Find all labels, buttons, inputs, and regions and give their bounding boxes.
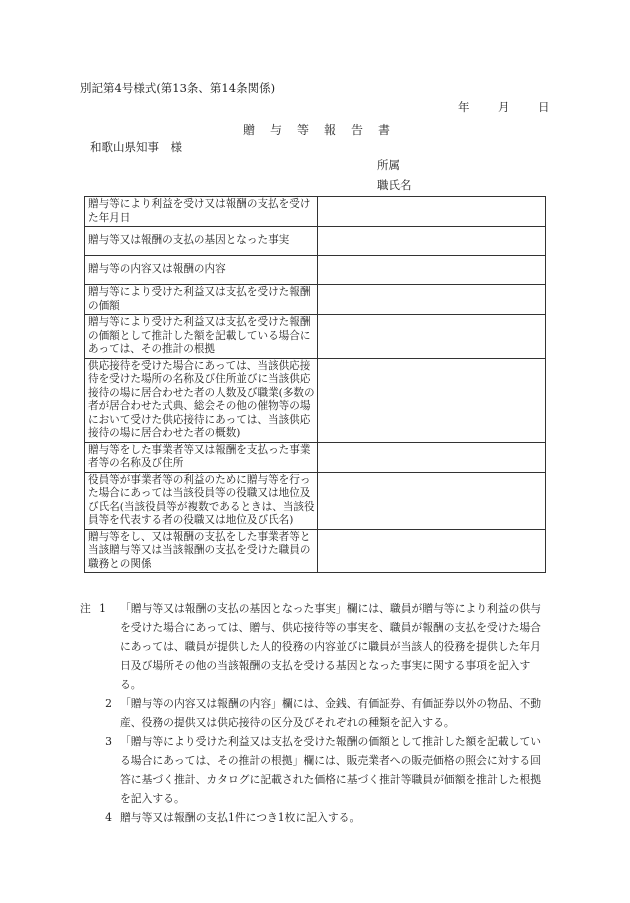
- row-label: 贈与等により利益を受け又は報酬の支払を受けた年月日: [85, 197, 318, 227]
- row-value-cell[interactable]: [318, 315, 546, 359]
- row-label: 贈与等の内容又は報酬の内容: [85, 256, 318, 285]
- notes-section: [80, 599, 550, 827]
- table-row: [85, 285, 546, 315]
- row-label: 贈与等をし、又は報酬の支払をした事業者等と当該贈与等又は当該報酬の支払を受けた職員の職務との関係: [85, 529, 318, 573]
- row-value-cell[interactable]: [318, 442, 546, 472]
- note-item: [80, 808, 550, 827]
- row-label: 贈与等又は報酬の支払の基因となった事実: [85, 227, 318, 256]
- date-fields: [458, 99, 558, 115]
- note-item: [80, 599, 550, 694]
- document-title: 贈与等報告書: [242, 123, 405, 137]
- note-text: 贈与等又は報酬の支払1件につき1枚に記入する。: [120, 811, 361, 824]
- table-row: [85, 227, 546, 256]
- department-label: 所属: [377, 158, 400, 172]
- date-month-label: 月: [498, 100, 510, 114]
- row-label: 供応接待を受けた場合にあっては、当該供応接待を受けた場所の名称及び住所並びに当該供応接待の場に居合わせた者の人数及び職業(多数の者が居合わせた式典、総会その他の催物等の場において受けた供応接待にあっては、当該供応接待の場に居合わせた者の概数): [85, 358, 318, 442]
- note-number: 2: [105, 697, 112, 710]
- date-year-label: 年: [458, 100, 470, 114]
- row-value-cell[interactable]: [318, 529, 546, 573]
- table-row: [85, 442, 546, 472]
- row-label: 贈与等により受けた利益又は支払を受けた報酬の価額として推計した額を記載している場合にあっては、その推計の根拠: [85, 315, 318, 359]
- addressee: 和歌山県知事 様: [90, 140, 182, 154]
- form-identifier: 別記第4号様式(第13条、第14条関係): [80, 81, 276, 95]
- notes-prefix: 注: [80, 602, 91, 615]
- row-value-cell[interactable]: [318, 227, 546, 256]
- table-row: [85, 256, 546, 285]
- row-value-cell[interactable]: [318, 256, 546, 285]
- date-day-label: 日: [538, 100, 550, 114]
- table-row: [85, 472, 546, 529]
- row-value-cell[interactable]: [318, 358, 546, 442]
- note-text: 「贈与等の内容又は報酬の内容」欄には、金銭、有価証券、有価証券以外の物品、不動産、役務の提供又は供応接待の区分及びそれぞれの種類を記入する。: [120, 697, 542, 729]
- report-table: [84, 196, 546, 573]
- row-value-cell[interactable]: [318, 472, 546, 529]
- row-label: 役員等が事業者等の利益のために贈与等を行った場合にあっては当該役員等の役職又は地位及び氏名(当該役員等が複数であるときは、当該役員等を代表する者の役職又は地位及び氏名): [85, 472, 318, 529]
- row-label: 贈与等により受けた利益又は支払を受けた報酬の価額: [85, 285, 318, 315]
- note-item: [80, 694, 550, 732]
- table-row: [85, 529, 546, 573]
- note-text: 「贈与等により受けた利益又は支払を受けた報酬の価額として推計した額を記載している場合にあっては、その推計の根拠」欄には、販売業者への販売価格の照会に対する回答に基づく推計、カタログに記載された価格に基づく推計等職員が価額を推計した根拠を記入する。: [120, 735, 542, 805]
- table-row: [85, 315, 546, 359]
- table-row: [85, 358, 546, 442]
- row-label: 贈与等をした事業者等又は報酬を支払った事業者等の名称及び住所: [85, 442, 318, 472]
- row-value-cell[interactable]: [318, 197, 546, 227]
- note-item: [80, 732, 550, 808]
- note-number: 4: [105, 811, 112, 824]
- note-text: 「贈与等又は報酬の支払の基因となった事実」欄には、職員が贈与等により利益の供与を受けた場合にあっては、贈与、供応接待等の事実を、職員が報酬の支払を受けた場合にあっては、職員が提供した人的役務の内容並びに職員が当該人的役務を提供した年月日及び場所その他の当該報酬の支払を受ける基因となった事実に関する事項を記入する。: [120, 602, 542, 691]
- row-value-cell[interactable]: [318, 285, 546, 315]
- note-number: 3: [105, 735, 112, 748]
- note-number: 1: [99, 602, 106, 615]
- name-label: 職氏名: [377, 178, 412, 192]
- table-row: [85, 197, 546, 227]
